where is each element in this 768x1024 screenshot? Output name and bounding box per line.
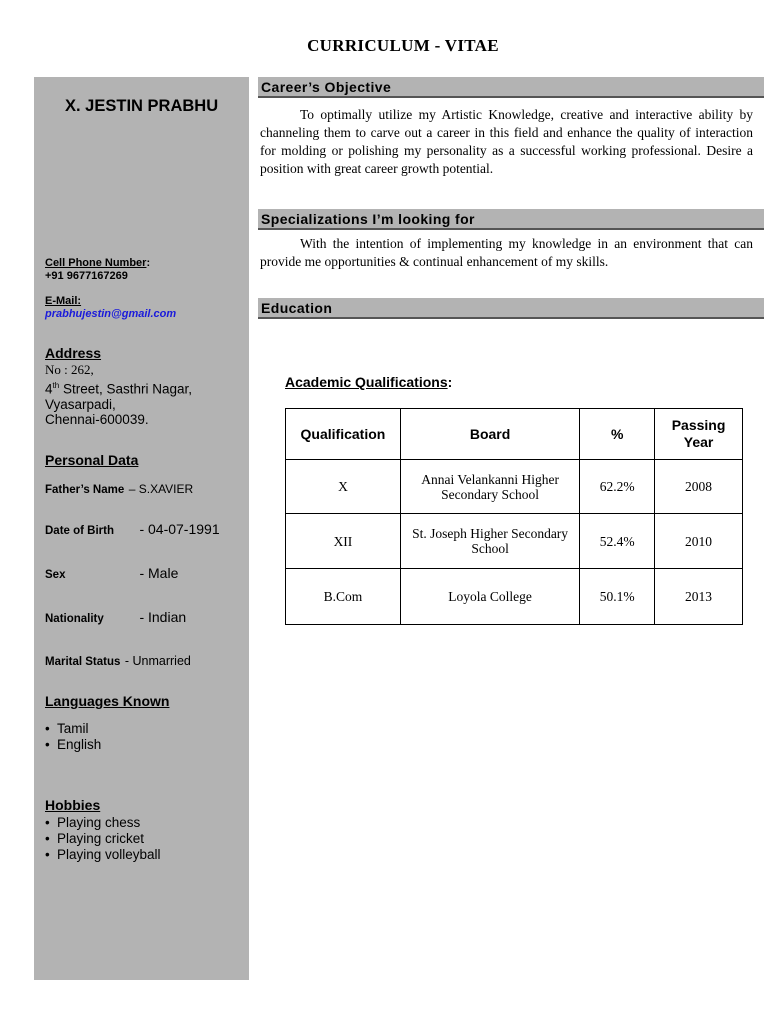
marital-row xyxy=(45,652,191,670)
specializations-text: With the intention of implementing my knowledge in an environment that can provide me opportunities & continual enhancement of my skills. xyxy=(260,236,753,269)
column-header-qualification: Qualification xyxy=(286,409,401,460)
list-item: • Tamil xyxy=(45,721,101,737)
marital-label: Marital Status xyxy=(45,656,121,668)
cell-qualification: XII xyxy=(286,514,401,569)
career-objective-text: To optimally utilize my Artistic Knowledge, creative and interactive ability by channeling them to carve out a career in this field and enhance the quality of interaction for molding or polishing my personality as a successful working professional. Desire a position with great career growth potential. xyxy=(260,107,753,176)
dob-row xyxy=(45,521,220,539)
address-line-1: No : 262, xyxy=(45,362,94,377)
email-link[interactable]: prabhujestin@gmail.com xyxy=(45,308,177,320)
sex-row xyxy=(45,565,178,583)
academic-qualifications-heading: Academic Qualifications: xyxy=(285,374,453,390)
sex-value: - Male xyxy=(139,565,179,581)
languages-heading: Languages Known xyxy=(45,693,170,709)
marital-value: - Unmarried xyxy=(124,654,191,668)
column-header-passing-year: Passing Year xyxy=(655,409,743,460)
personal-data-heading: Personal Data xyxy=(45,452,139,468)
qualifications-table xyxy=(285,408,743,625)
father-value: – S.XAVIER xyxy=(128,482,194,496)
section-header-education: Education xyxy=(258,298,764,319)
list-item: • Playing chess xyxy=(45,815,161,831)
nationality-label: Nationality xyxy=(45,613,104,625)
document-title: CURRICULUM - VITAE xyxy=(307,36,499,55)
column-header-board: Board xyxy=(400,409,579,460)
cell-board: St. Joseph Higher Secondary School xyxy=(400,514,579,569)
address-heading: Address xyxy=(45,345,102,361)
cell-year: 2008 xyxy=(655,460,743,514)
sex-label: Sex xyxy=(45,569,66,581)
dob-value: - 04-07-1991 xyxy=(139,521,220,537)
section-header-career-objective: Career’s Objective xyxy=(258,77,764,98)
column-header-percent: % xyxy=(580,409,655,460)
list-item: • Playing volleyball xyxy=(45,847,161,863)
hobbies-list xyxy=(45,815,161,863)
address-line-4: Chennai-600039. xyxy=(45,412,149,427)
sidebar xyxy=(34,77,249,980)
cell-board: Annai Velankanni Higher Secondary School xyxy=(400,460,579,514)
father-row xyxy=(45,480,193,498)
email-label: E-Mail: xyxy=(45,295,82,307)
list-item: • Playing cricket xyxy=(45,831,161,847)
cell-percent: 50.1% xyxy=(580,569,655,625)
dob-label: Date of Birth xyxy=(45,525,114,537)
candidate-name: X. JESTIN PRABHU xyxy=(65,97,219,115)
table-row xyxy=(286,569,743,625)
hobbies-heading: Hobbies xyxy=(45,797,101,813)
father-label: Father’s Name xyxy=(45,484,125,496)
cell-board: Loyola College xyxy=(400,569,579,625)
cell-year: 2010 xyxy=(655,514,743,569)
languages-list xyxy=(45,721,101,753)
address-line-3: Vyasarpadi, xyxy=(45,396,116,412)
cell-year: 2013 xyxy=(655,569,743,625)
cell-percent: 52.4% xyxy=(580,514,655,569)
address-block xyxy=(45,362,192,428)
nationality-value: - Indian xyxy=(139,609,187,625)
nationality-row xyxy=(45,609,186,627)
table-row xyxy=(286,460,743,514)
address-line-2: 4th Street, Sasthri Nagar, xyxy=(45,380,192,396)
cell-qualification: X xyxy=(286,460,401,514)
list-item: • English xyxy=(45,737,101,753)
table-row xyxy=(286,514,743,569)
section-header-specializations: Specializations I’m looking for xyxy=(258,209,764,230)
phone-label: Cell Phone Number: xyxy=(45,257,151,269)
table-header-row xyxy=(286,409,743,460)
cell-percent: 62.2% xyxy=(580,460,655,514)
cell-qualification: B.Com xyxy=(286,569,401,625)
phone-number: +91 9677167269 xyxy=(45,270,128,282)
